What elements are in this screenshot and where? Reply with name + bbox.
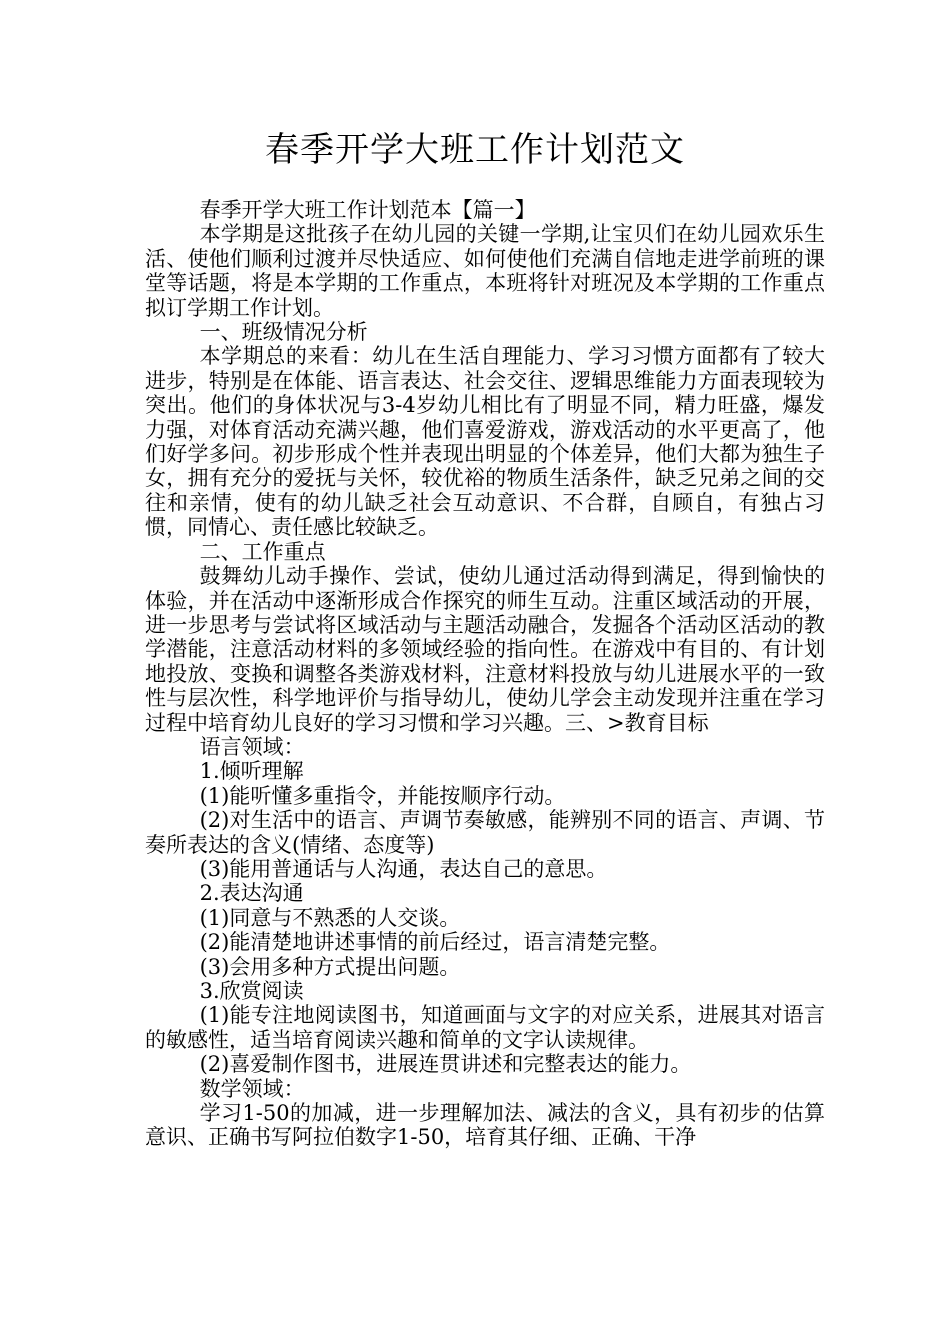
paragraph: 鼓舞幼儿动手操作、尝试，使幼儿通过活动得到满足，得到愉快的体验，并在活动中逐渐形成合作探究的师生互动。注重区域活动的开展，进一步思考与尝试将区域活动与主题活动融合，发掘各个活动区活动的教学潜能，注意活动材料的多领域经验的指向性。在游戏中有目的、有计划地投放、变换和调整各类游戏材料，注意材料投放与幼儿进展水平的一致性与层次性，科学地评价与指导幼儿，使幼儿学会主动发现并注重在学习过程中培育幼儿良好的学习习惯和学习兴趣。三、>教育目标 (145, 564, 825, 735)
list-item: (3)会用多种方式提出问题。 (199, 954, 461, 979)
section-heading: 一、班级情况分析 (199, 320, 368, 345)
list-item: 2.表达沟通 (199, 881, 304, 906)
section-heading: 二、工作重点 (199, 539, 326, 564)
list-item: (1)能听懂多重指令，并能按顺序行动。 (199, 783, 566, 808)
list-item: (2)对生活中的语言、声调节奏敏感，能辨别不同的语言、声调、节奏所表达的含义(情绪、态度等) (145, 808, 825, 857)
list-item: (1)能专注地阅读图书，知道画面与文字的对应关系，进展其对语言的敏感性，适当培育阅读兴趣和简单的文字认读规律。 (145, 1003, 825, 1052)
list-item: (2)能清楚地讲述事情的前后经过，语言清楚完整。 (199, 930, 671, 955)
section-heading: 数学领域： (199, 1076, 305, 1101)
paragraph: 本学期是这批孩子在幼儿园的关键一学期,让宝贝们在幼儿园欢乐生活、使他们顺利过渡并尽快适应、如何使他们充满自信地走进学前班的课堂等话题，将是本学期的工作重点，本班将针对班况及本学期的工作重点拟订学期工作计划。 (145, 222, 825, 320)
document-body (145, 198, 825, 1150)
list-item: (2)喜爱制作图书，进展连贯讲述和完整表达的能力。 (199, 1052, 692, 1077)
list-item: (3)能用普通话与人沟通，表达自己的意思。 (199, 856, 608, 881)
list-item: 1.倾听理解 (199, 759, 304, 784)
section-heading: 春季开学大班工作计划范本【篇一】 (199, 198, 536, 222)
document-title: 春季开学大班工作计划范文 (265, 130, 685, 170)
paragraph: 本学期总的来看：幼儿在生活自理能力、学习习惯方面都有了较大进步，特别是在体能、语言表达、社会交往、逻辑思维能力方面表现较为突出。他们的身体状况与3-4岁幼儿相比有了明显不同，精力旺盛，爆发力强，对体育活动充满兴趣，他们喜爱游戏，游戏活动的水平更高了，他们好学多问。初步形成个性并表现出明显的个体差异，他们大都为独生子女，拥有充分的爱抚与关怀，较优裕的物质生活条件，缺乏兄弟之间的交往和亲情，使有的幼儿缺乏社会互动意识、不合群，自顾自，有独占习惯，同情心、责任感比较缺乏。 (145, 344, 825, 540)
section-heading: 语言领域： (199, 734, 305, 759)
paragraph: 学习1-50的加减，进一步理解加法、减法的含义，具有初步的估算意识、正确书写阿拉伯数字1-50，培育其仔细、正确、干净 (145, 1101, 825, 1150)
list-item: (1)同意与不熟悉的人交谈。 (199, 905, 461, 930)
list-item: 3.欣赏阅读 (199, 979, 304, 1003)
